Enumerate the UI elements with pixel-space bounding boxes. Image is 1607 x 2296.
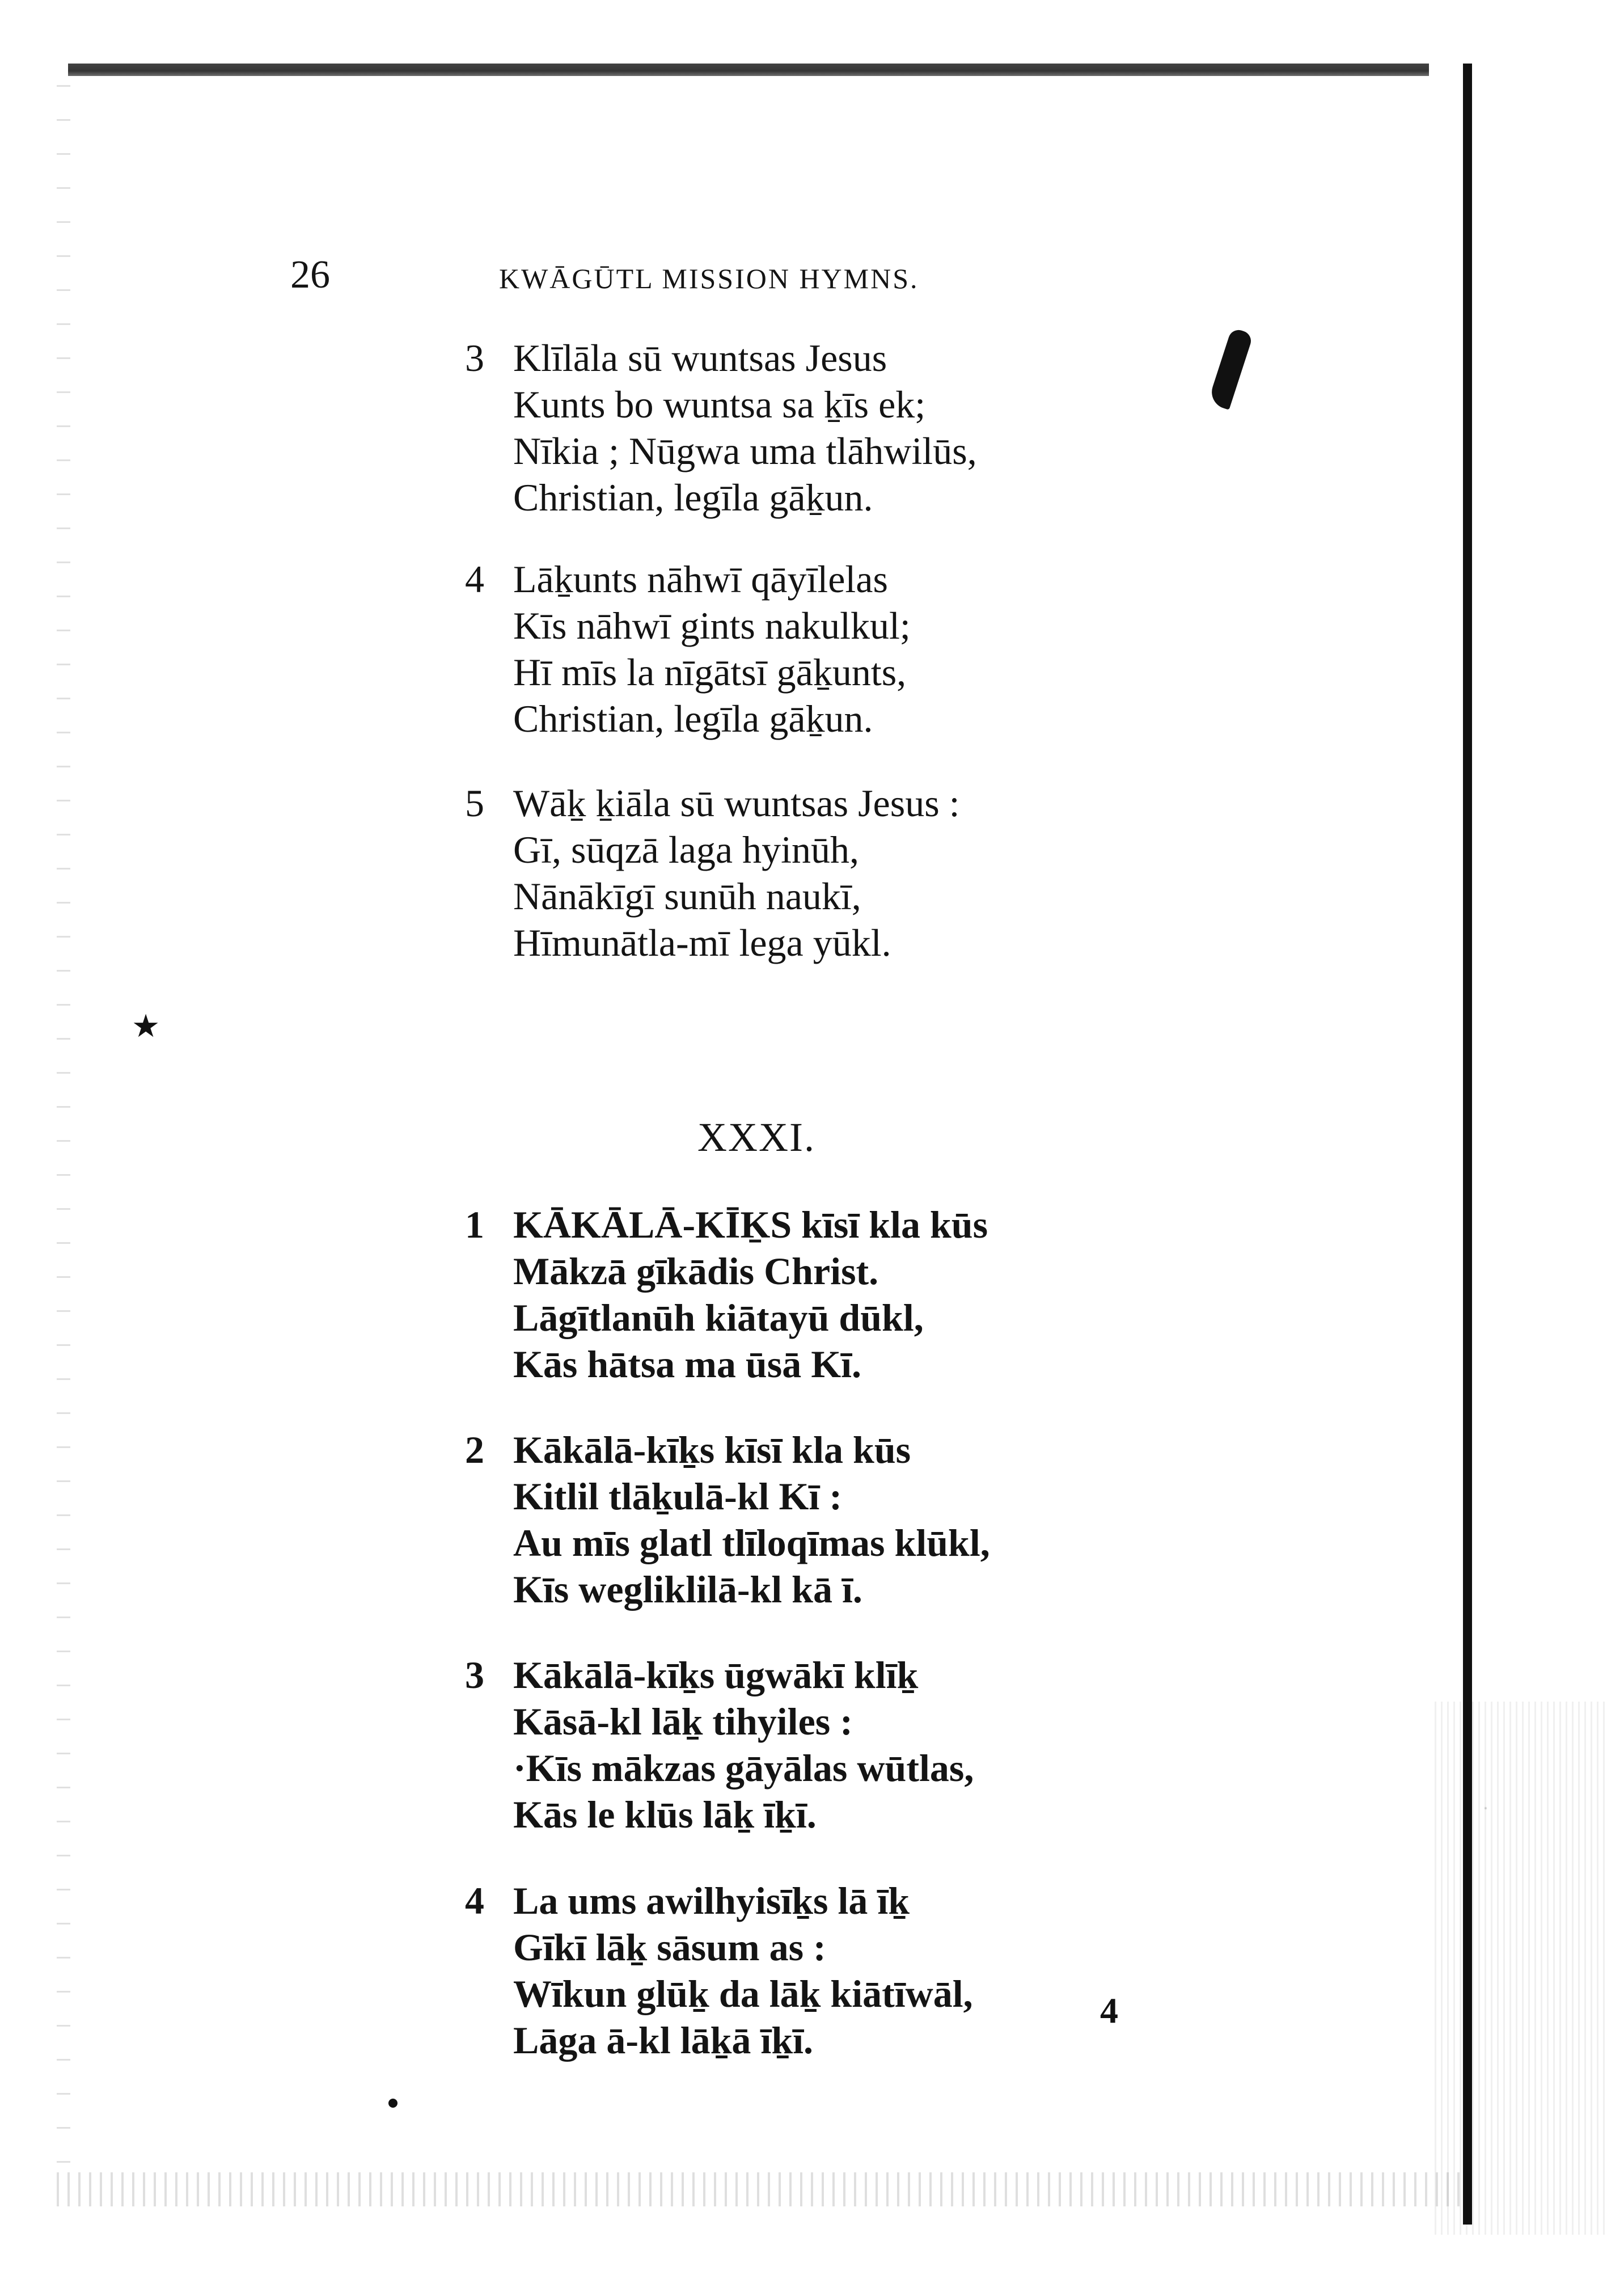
verse-line: Kīs wegliklilā-kl kā ī. <box>513 1568 862 1611</box>
stanza-number: 5 <box>465 782 484 825</box>
running-head: KWĀGŪTL MISSION HYMNS. <box>499 263 919 294</box>
verse-line: Klīlāla sū wuntsas Jesus <box>513 336 887 379</box>
handwritten-four: 4 <box>1100 1990 1118 2031</box>
page-edge-noise <box>1435 1702 1605 2235</box>
verse-line: Lāgītlanūh kiātayū dūkl, <box>513 1296 924 1339</box>
verse-line: Mākzā gīkādis Christ. <box>513 1250 879 1293</box>
verse-line: Christian, legīla gāḵun. <box>513 476 873 519</box>
verse-line: Gī, sūqzā laga hyinūh, <box>513 828 859 871</box>
verse-line: Kās hātsa ma ūsā Kī. <box>513 1343 861 1386</box>
verse-line: Wīkun glūḵ da lāḵ kiātīwāl, <box>513 1972 973 2015</box>
stanza-number: 1 <box>465 1203 484 1246</box>
verse-line: KĀKĀLĀ-KĪḴS kīsī kla kūs <box>513 1203 988 1246</box>
page-header <box>0 250 1607 301</box>
verse-line: ·Kīs mākzas gāyālas wūtlas, <box>513 1746 974 1789</box>
verse-line: Au mīs glatl tlīloqīmas klūkl, <box>513 1521 990 1564</box>
ink-dot <box>388 2099 397 2108</box>
verse-line: Kīs nāhwī gints nakulkul; <box>513 604 911 647</box>
stanza-number: 4 <box>465 558 484 601</box>
verse-line: Kunts bo wuntsa sa ḵīs ek; <box>513 383 926 426</box>
verse-line: Gīkī lāḵ sāsum as : <box>513 1926 826 1969</box>
star-mark-icon: ★ <box>132 1009 160 1044</box>
verse-line: La ums awilhyisīḵs lā īḵ <box>513 1879 910 1922</box>
top-border-rule <box>68 64 1429 76</box>
bottom-edge-noise <box>57 2172 1463 2206</box>
verse-line: Kās le klūs lāḵ īḵī. <box>513 1793 817 1836</box>
stanza-number: 3 <box>465 336 484 379</box>
verse-line: Kitlil tlāḵulā-kl Kī : <box>513 1475 842 1518</box>
verse-line: Nānākīgī sunūh naukī, <box>513 875 861 918</box>
hymn-title: XXXI. <box>697 1115 815 1160</box>
verse-line: Lāga ā-kl lāḵā īḵī. <box>513 2019 814 2062</box>
verse-line: Christian, legīla gāḵun. <box>513 697 873 740</box>
verse-line: Hī mīs la nīgātsī gāḵunts, <box>513 651 907 694</box>
verse-line: Kāsā-kl lāḵ tihyiles : <box>513 1700 853 1743</box>
stanza-number: 2 <box>465 1428 484 1471</box>
verse-line: Kākālā-kīḵs ūgwākī klīḵ <box>513 1653 919 1696</box>
stanza-number: 3 <box>465 1653 484 1696</box>
verse-line: Kākālā-kīḵs kīsī kla kūs <box>513 1428 911 1471</box>
page-number: 26 <box>290 253 330 297</box>
verse-line: Nīkia ; Nūgwa uma tlāhwilūs, <box>513 429 977 472</box>
stanza-number: 4 <box>465 1879 484 1922</box>
verse-line: Lāḵunts nāhwī qāyīlelas <box>513 558 888 601</box>
left-edge-noise <box>57 85 70 2184</box>
pencil-mark <box>1207 327 1253 410</box>
verse-line: Wāḵ ḵiāla sū wuntsas Jesus : <box>513 782 960 825</box>
verse-line: Hīmunātla-mī lega yūkl. <box>513 921 891 964</box>
